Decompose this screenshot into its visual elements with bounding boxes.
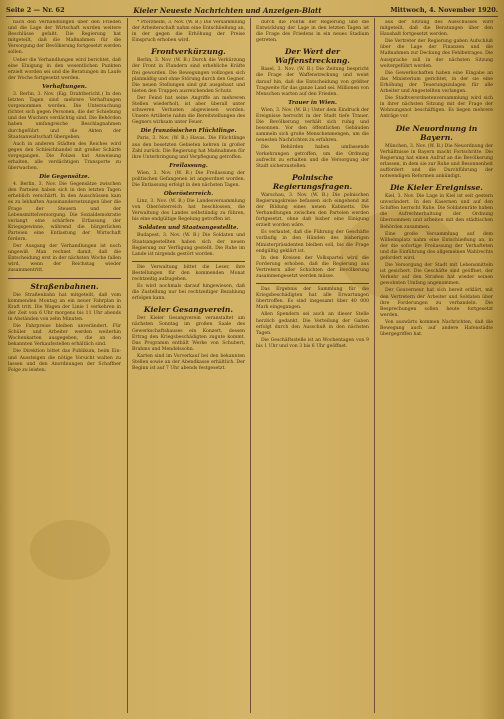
article-subheadline: Freilassung. xyxy=(169,162,208,169)
article-paragraph: Die Verwaltung bittet die Leser, ihre Bestellungen für den kommenden Monat rechtzeitig aufzugeben. xyxy=(132,264,245,282)
masthead-title: Kieler Neueste Nachrichten und Anzeigen-Blatt xyxy=(133,5,322,15)
article-paragraph: nach den Verhandlungen über den Frieden und die Lage der Wirtschaft wurden weitere Beschlüsse gefaßt. Die Regierung hat mitgeteilt, daß die Maßnahmen für die Versorgung der Bevölkerung fortgesetzt werden sollen. xyxy=(8,20,121,56)
article-paragraph: Die Versorgung der Stadt mit Lebensmitteln ist gesichert. Die Geschäfte sind geöffnet, der Verkehr auf den Straßen hat wieder seinen gewohnten Umfang angenommen. xyxy=(380,263,493,287)
article-paragraph: 4. Berlin, 3. Nov. Die Gegensätze zwischen den Parteien haben sich in den letzten Tagen erheblich verschärft. In den Ausschüssen kam es zu lebhaften Auseinandersetzungen über die Frage der Steuern und der Lebensmittelversorgung. Die Sozialdemokratie verlangt eine schärfere Erfassung der Kriegsgewinne, während die bürgerlichen Parteien eine Entlastung der Wirtschaft fordern. xyxy=(8,182,121,242)
article-paragraph: Die Stadtverordnetenversammlung wird sich in ihrer nächsten Sitzung mit der Frage der Wohnungsnot beschäftigen. Es liegen mehrere Anträge vor. xyxy=(380,96,493,120)
column-4 xyxy=(380,20,493,711)
article-headline: Straßenbahnen. xyxy=(30,281,99,291)
article-headline: Der Wert der Waffenstreckung. xyxy=(275,47,350,66)
article-paragraph: Das Ergebnis der Sammlung für die Kriegsbeschädigten hat alle Erwartungen übertroffen. Es sind insgesamt über 40 000 Mark eingegangen. xyxy=(256,287,369,311)
article-paragraph: In den Kreisen der Volkspartei wird die Forderung erhoben, daß die Regierung aus Vertretern aller Schichten der Bevölkerung zusammengesetzt werden müsse. xyxy=(256,255,369,279)
article-paragraph: Die Geschäftsstelle ist an Wochentagen von 9 bis 1 Uhr und von 3 bis 6 Uhr geöffnet. xyxy=(256,337,369,349)
masthead xyxy=(6,4,498,17)
article-paragraph: Von auswärts kommen Nachrichten, daß die Bewegung auch auf andere Hafenstädte übergegriffen hat. xyxy=(380,319,493,338)
article-paragraph: Es wird nochmals darauf hingewiesen, daß die Zustellung nur bei rechtzeitiger Bezahlung erfolgen kann. xyxy=(132,284,245,302)
article-paragraph: Die Gewerkschaften haben eine Eingabe an das Ministerium gerichtet, in der sie eine Erhöhung der Teuerungszulagen für alle Arbeiter und Angestellten verlangen. xyxy=(380,70,493,95)
article-paragraph: Berlin, 3. Nov. (W. B.) Durch die Verkürzung der Front in Flandern sind erhebliche Kräfte frei geworden. Die Bewegungen vollzogen sich planmäßig und ohne Störung durch den Gegner. Die neuen Stellungen sind gut ausgebaut und bieten den Truppen ausreichenden Schutz. xyxy=(132,58,245,94)
article-paragraph: Paris, 3. Nov. (W. B.) Havas. Die Flüchtlinge aus den besetzten Gebieten kehren in großer Zahl zurück. Die Regierung hat Maßnahmen für ihre Unterbringung und Verpflegung getroffen. xyxy=(132,136,245,160)
article-subheadline: Oberösterreich. xyxy=(163,191,214,198)
column-3 xyxy=(256,20,369,711)
masthead-date: Mittwoch, 4. November 1920. xyxy=(390,6,498,14)
column-divider xyxy=(250,18,251,713)
article-subheadline: Soldaten und Staatsangestellte. xyxy=(138,225,239,232)
article-paragraph: Die Vertreter der Regierung gaben Aufschluß über die Lage der Finanzen und die Maßnahmen zur Deckung des Fehlbetrages. Die Aussprache soll in der nächsten Sitzung weitergeführt werden. xyxy=(380,39,493,69)
article-paragraph: Es verlautet, daß die Führung der Geschäfte vorläufig in den Händen des bisherigen Ministerpräsidenten bleiben soll, bis die Frage endgültig geklärt ist. xyxy=(256,230,369,254)
article-headline: Polnische Regierungsfragen. xyxy=(272,172,353,191)
column-1 xyxy=(8,20,121,711)
article-paragraph: Kiel, 3. Nov. Die Lage in Kiel ist seit gestern unverändert. In den Kasernen und auf den Schiffen herrscht Ruhe. Die Soldatenräte haben die Aufrechterhaltung der Ordnung übernommen und arbeiten mit den städtischen Behörden zusammen. xyxy=(380,194,493,230)
article-headline: Die Neuordnung in Bayern. xyxy=(395,123,478,142)
article-paragraph: Wien, 3. Nov. (W. B.) Die Freilassung der politischen Gefangenen ist angeordnet worden. Die Entlassung erfolgt in den nächsten Tagen. xyxy=(132,170,245,188)
article-paragraph: München, 3. Nov. (W. B.) Die Neuordnung der Verhältnisse in Bayern macht Fortschritte. Die Regierung hat einen Aufruf an die Bevölkerung erlassen, in dem sie zur Ruhe und Besonnenheit auffordert und die Durchführung der notwendigen Reformen ankündigt. xyxy=(380,143,493,179)
article-paragraph: Auch in anderen Städten des Reiches wird gegen den Schleichhandel mit großer Schärfe vorgegangen. Die Polizei hat Anweisung erhalten, alle verdächtigen Transporte zu überwachen. xyxy=(8,141,121,172)
article-paragraph: Ueber die Verhandlungen wird berichtet, daß eine Einigung in den wesentlichen Punkten erzielt worden sei und die Beratungen im Laufe der Woche fortgesetzt werden. xyxy=(8,57,121,81)
column-divider xyxy=(374,18,375,713)
article-paragraph: Der Kieler Gesangverein veranstaltet am nächsten Sonntag im großen Saale des Gewerkschaftshauses ein Konzert, dessen Ertrag den Kriegsbeschädigten zugute kommt. Das Programm enthält Werke von Schubert, Brahms und Mendelssohn. xyxy=(132,316,245,352)
masthead-left: Seite 2 — Nr. 62 xyxy=(6,6,65,14)
article-paragraph: Eine große Versammlung auf dem Wilhelmplatz nahm eine Entschließung an, in der die sofortige Freilassung der Verhafteten und die Einführung des allgemeinen Wahlrechts gefordert wird. xyxy=(380,231,493,261)
section-rule xyxy=(8,278,121,279)
article-paragraph: Der Feind hat seine Angriffe an mehreren Stellen wiederholt, ist aber überall unter schweren Verlusten abgewiesen worden. Unsere Artillerie nahm die Bereitstellungen des Gegners wirksam unter Feuer. xyxy=(132,95,245,126)
article-subheadline: Die Gegensätze. xyxy=(39,174,90,181)
article-paragraph: durch die Politik der Regierung und die Entwicklung der Lage in den letzten Tagen ist die Frage des Friedens in ein neues Stadium getreten. xyxy=(256,20,369,44)
section-rule xyxy=(256,283,369,284)
section-rule xyxy=(132,261,245,262)
article-paragraph: Allen Spendern sei auch an dieser Stelle herzlich gedankt. Die Verteilung der Gaben erfolgt durch den Ausschuß in den nächsten Tagen. xyxy=(256,312,369,336)
column-divider xyxy=(127,18,128,713)
article-paragraph: Die Direktion bittet das Publikum, beim Ein- und Aussteigen die nötige Vorsicht walten zu lassen und den Anordnungen der Schaffner Folge zu leisten. xyxy=(8,349,121,373)
article-paragraph: Wien, 3. Nov. (W. B.) Unter dem Eindruck der Ereignisse herrscht in der Stadt tiefe Trauer. Die Bevölkerung verhält sich ruhig und besonnen. Vor den öffentlichen Gebäuden sammeln sich große Menschenmengen, um die neuesten Nachrichten zu erfahren. xyxy=(256,107,369,144)
article-paragraph: * Pforzheim, 3. Nov. (W. B.) Die Versammlung der Arbeiterschaft nahm eine Entschließung an, in der gegen die Erhöhung der Preise Einspruch erhoben wird. xyxy=(132,20,245,44)
article-paragraph: Die Fahrpreise bleiben unverändert. Für Schüler und Arbeiter werden weiterhin Wochenkarten ausgegeben, die an den bekannten Verkaufsstellen erhältlich sind. xyxy=(8,324,121,348)
article-paragraph: aus der Sitzung des Ausschusses wird mitgeteilt, daß die Beratungen über den Haushalt fortgesetzt werden. xyxy=(380,20,493,38)
article-subheadline: Die französischen Flüchtlinge. xyxy=(140,128,237,135)
article-subheadline: Trauer in Wien. xyxy=(288,99,337,106)
article-paragraph: 3. Berlin, 3. Nov. (Eig. Drahtbericht.) In den letzten Tagen sind mehrere Verhaftungen vorgenommen worden. Die Untersuchung richtet sich gegen Personen, die der Schiebung und des Wuchers verdächtig sind. Die Behörden haben umfangreiche Beschlagnahmen durchgeführt und die Akten der Staatsanwaltschaft übergeben. xyxy=(8,91,121,140)
article-paragraph: Linz, 3. Nov. (W. B.) Die Landesversammlung von Oberösterreich hat beschlossen, die Verwaltung des Landes selbständig zu führen, bis eine endgültige Regelung getroffen ist. xyxy=(132,199,245,223)
article-paragraph: Karten sind im Vorverkauf bei den bekannten Stellen sowie an der Abendkasse erhältlich. Der Beginn ist auf 7 Uhr abends festgesetzt. xyxy=(132,353,245,372)
article-paragraph: Budapest, 3. Nov. (W. B.) Die Soldaten und Staatsangestellten haben sich der neuen Regierung zur Verfügung gestellt. Die Ruhe im Lande ist nirgends gestört worden. xyxy=(132,233,245,257)
article-paragraph: Basel, 3. Nov. (W. B.) Die Zeitung bespricht die Frage der Waffenstreckung und weist darauf hin, daß die Entscheidung von größter Tragweite für das ganze Land sei. Millionen von Menschen warten auf den Frieden. xyxy=(256,67,369,97)
article-headline: Frontverkürzung. xyxy=(151,47,226,57)
article-paragraph: Warschau, 3. Nov. (W. B.) Die polnischen Regierungskreise befassen sich eingehend mit der Bildung eines neuen Kabinetts. Die Verhandlungen zwischen den Parteien werden fortgesetzt, ohne daß bisher eine Einigung erzielt worden wäre. xyxy=(256,192,369,229)
article-paragraph: Die Straßenbahn hat mitgeteilt, daß vom kommenden Montag an ein neuer Fahrplan in Kraft tritt. Die Wagen der Linie 1 verkehren in der Zeit von 6 Uhr morgens bis 11 Uhr abends in Abständen von zehn Minuten. xyxy=(8,292,121,322)
article-paragraph: Die Behörden haben umfassende Vorkehrungen getroffen, um die Ordnung aufrecht zu erhalten und die Versorgung der Stadt sicherzustellen. xyxy=(256,145,369,169)
column-2 xyxy=(132,20,245,711)
article-subheadline: Verhaftungen. xyxy=(42,83,87,90)
article-paragraph: Der Ausgang der Verhandlungen ist noch ungewiß. Man rechnet damit, daß die Entscheidung erst in der nächsten Woche fallen wird, wenn der Reichstag wieder zusammentritt. xyxy=(8,244,121,274)
article-headline: Kieler Gesangverein. xyxy=(143,305,234,315)
article-paragraph: Der Gouverneur hat sich bereit erklärt, mit den Vertretern der Arbeiter und Soldaten über ihre Forderungen zu verhandeln. Die Besprechungen sollen heute fortgesetzt werden. xyxy=(380,288,493,318)
article-headline: Die Kieler Ereignisse. xyxy=(390,183,483,193)
